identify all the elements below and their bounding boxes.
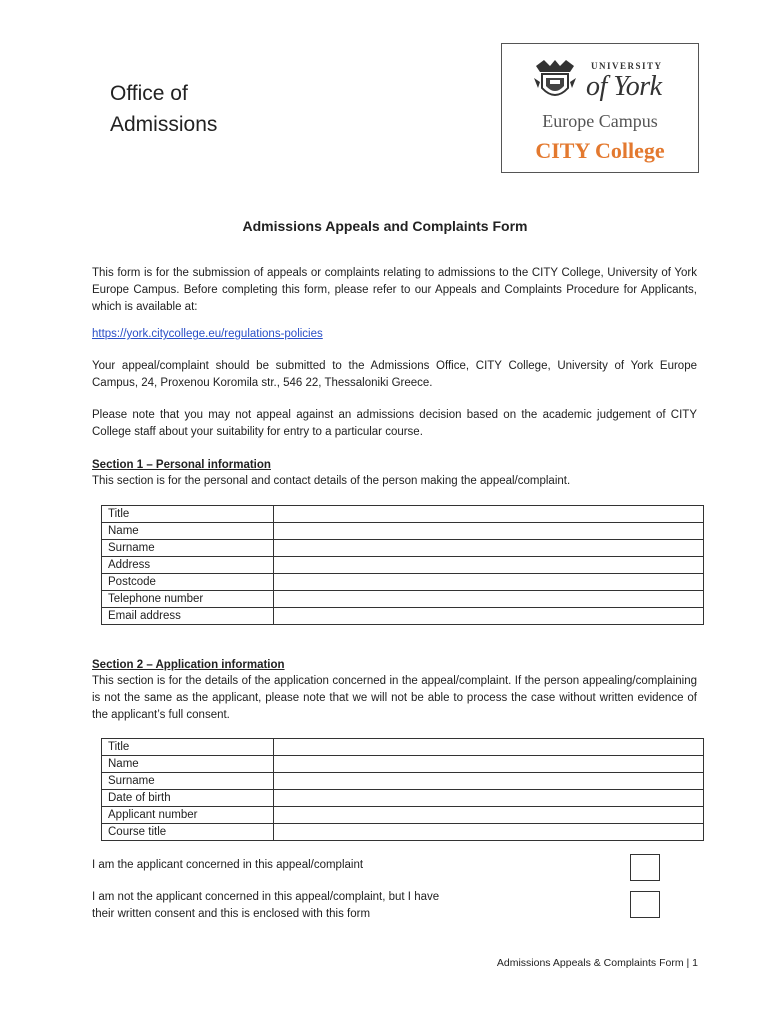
not-applicant-checkbox[interactable] [630,891,660,918]
field-label: Name [102,756,274,773]
personal-info-table [101,505,704,625]
table-row [102,773,704,790]
field-input[interactable] [274,807,704,824]
field-input[interactable] [274,591,704,608]
table-row [102,807,704,824]
page-footer: Admissions Appeals & Complaints Form | 1 [496,957,698,969]
not-applicant-label-line2: their written consent and this is enclosed with this form [92,908,371,920]
section1-description: This section is for the personal and contact details of the person making the appeal/complaint. [92,475,571,487]
table-row [102,824,704,841]
applicant-checkbox-label: I am the applicant concerned in this appeal/complaint [92,859,364,871]
office-title-line1: Office of [110,82,188,105]
field-label: Telephone number [102,591,274,608]
section2-heading: Section 2 – Application information [92,659,285,671]
section1-heading: Section 1 – Personal information [92,459,271,471]
table-row [102,756,704,773]
field-label: Postcode [102,574,274,591]
field-input[interactable] [274,506,704,523]
application-info-table [101,738,704,841]
section2-description: This section is for the details of the application concerned in the appeal/complaint. If the person appealing/complaining is not the same as the applicant, please note that we will not be able to process the case without written evidence of the applicant’s full consent. [92,675,697,721]
field-input[interactable] [274,824,704,841]
regulations-link[interactable]: https://york.citycollege.eu/regulations-policies [92,328,323,340]
crest-icon [530,56,580,102]
field-label: Email address [102,608,274,625]
field-input[interactable] [274,773,704,790]
field-label: Surname [102,773,274,790]
field-label: Title [102,506,274,523]
logo-college-text: CITY College [535,138,665,163]
office-title [110,78,217,140]
submission-paragraph: Your appeal/complaint should be submitted to the Admissions Office, CITY College, University of York Europe Campus, 24, Proxenou Koromila str., 546 22, Thessaloniki Greece. [92,360,697,389]
logo-york-text: of York [586,71,662,102]
field-label: Name [102,523,274,540]
intro-paragraph: This form is for the submission of appeals or complaints relating to admissions to the CITY College, University of York Europe Campus. Before completing this form, please refer to our Appeals and Complaints Procedure for Applicants, which is available at: [92,267,697,313]
table-row [102,557,704,574]
field-label: Applicant number [102,807,274,824]
field-label: Address [102,557,274,574]
table-row [102,608,704,625]
logo-university-text: UNIVERSITY [591,61,663,71]
field-input[interactable] [274,557,704,574]
table-row [102,591,704,608]
not-applicant-label-line1: I am not the applicant concerned in this appeal/complaint, but I have [92,891,440,903]
field-input[interactable] [274,756,704,773]
table-row [102,523,704,540]
university-logo [501,43,699,173]
field-label: Date of birth [102,790,274,807]
field-input[interactable] [274,790,704,807]
form-title: Admissions Appeals and Complaints Form [242,218,528,234]
table-row [102,506,704,523]
field-input[interactable] [274,739,704,756]
table-row [102,790,704,807]
field-input[interactable] [274,540,704,557]
logo-campus-text: Europe Campus [542,111,658,131]
field-label: Surname [102,540,274,557]
table-row [102,739,704,756]
field-label: Title [102,739,274,756]
field-input[interactable] [274,574,704,591]
field-label: Course title [102,824,274,841]
applicant-checkbox[interactable] [630,854,660,881]
not-applicant-checkbox-label [92,889,439,923]
field-input[interactable] [274,523,704,540]
field-input[interactable] [274,608,704,625]
table-row [102,540,704,557]
office-title-line2: Admissions [110,113,218,136]
table-row [102,574,704,591]
appeal-note-paragraph: Please note that you may not appeal against an admissions decision based on the academic judgement of CITY College staff about your suitability for entry to a particular course. [92,409,697,438]
